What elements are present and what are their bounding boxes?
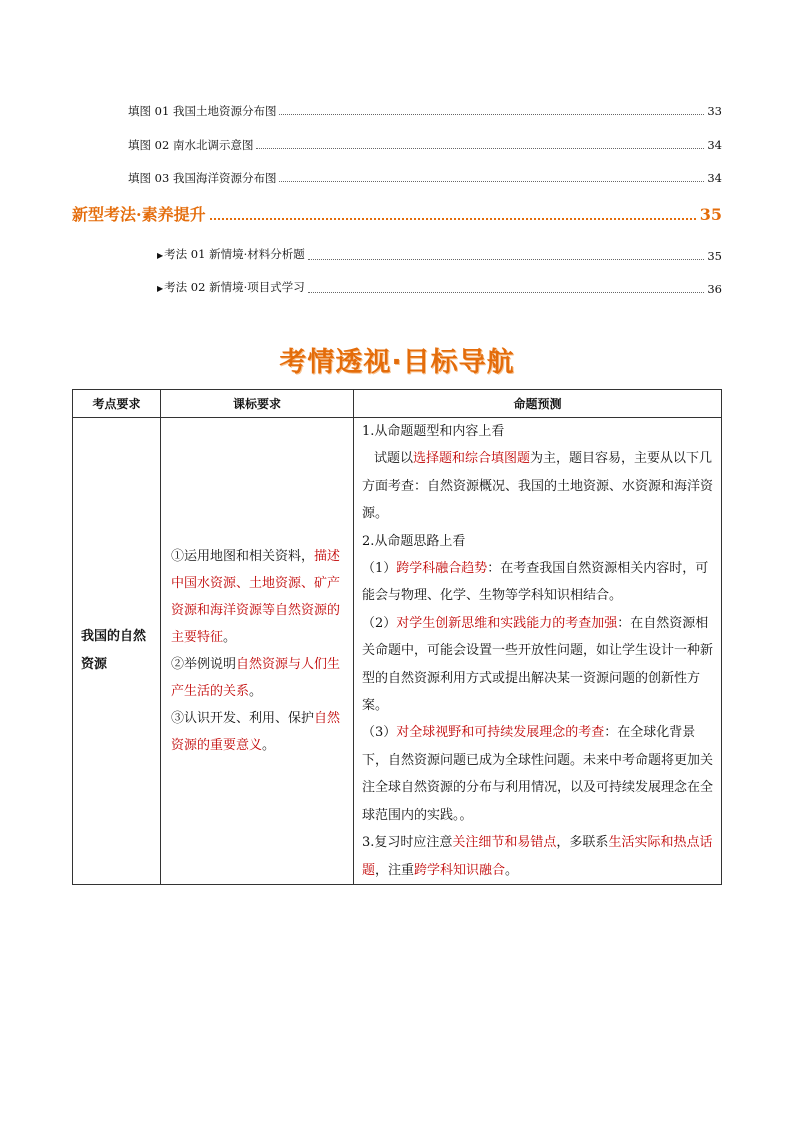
toc-page-number: 34 xyxy=(707,138,722,152)
curriculum-cell xyxy=(161,418,354,885)
prediction-text: 为主，题目容易，主要从以下几方面考查：自然资源概况、我国的土地资源、水资源和海洋资源。 xyxy=(362,451,714,522)
toc-leader xyxy=(279,113,704,115)
prediction-text: ：在考查我国自然资源相关内容时，可能会与物理、化学、生物等学科知识相结合。 xyxy=(362,561,709,604)
toc-item-label: 填图 03 我国海洋资源分布图 xyxy=(128,171,277,185)
prediction-highlight: 选择题和综合填图题 xyxy=(413,451,531,467)
prediction-highlight: 跨学科知识融合 xyxy=(414,862,506,878)
standard-highlight: 自然资源与人们生产生活的关系 xyxy=(171,656,341,699)
toc-leader xyxy=(279,180,704,182)
toc-page-number: 35 xyxy=(707,249,722,263)
standard-text: 。 xyxy=(249,683,263,699)
standard-text: ①运用地图和相关资料， xyxy=(171,548,315,564)
toc-sub-item-label: 考法 01 新情境·材料分析题 xyxy=(164,247,305,261)
prediction-highlight: 跨学科融合趋势 xyxy=(396,561,488,577)
standard-highlight: 自然资源的重要意义 xyxy=(171,710,341,753)
prediction-text: ，注重 xyxy=(375,862,415,878)
triangle-marker-icon: ▶ xyxy=(157,284,164,293)
toc-leader xyxy=(256,147,704,149)
prediction-paragraph xyxy=(362,829,713,884)
standard-text: ②举例说明 xyxy=(171,656,237,672)
table-row xyxy=(73,418,722,885)
prediction-cell xyxy=(354,418,722,885)
toc-section-page: 35 xyxy=(699,205,722,224)
prediction-text: ：在全球化背景下，自然资源问题已成为全球性问题。未来中考命题将更加关注全球自然资源的分布与利用情况，以及可持续发展理念在全球范围内的实践。。 xyxy=(362,725,714,823)
prediction-text: ：在自然资源相关命题中，可能会设置一些开放性问题，如让学生设计一种新型的自然资源利用方式或提出解决某一资源问题的创新性方案。 xyxy=(362,615,714,714)
toc-sub-item[interactable] xyxy=(157,247,722,263)
prediction-highlight: 对学生创新思维和实践能力的考查加强 xyxy=(396,615,618,631)
prediction-paragraph xyxy=(362,445,713,527)
toc-sub-item-label: 考法 02 新情境·项目式学习 xyxy=(164,280,305,294)
toc-leader xyxy=(210,218,696,220)
section-title: 考情透视·目标导航 xyxy=(279,347,515,378)
toc-page-number: 36 xyxy=(707,282,722,296)
toc-sub-item[interactable] xyxy=(157,280,722,296)
standard-item xyxy=(171,651,343,705)
toc-page-number: 34 xyxy=(707,171,722,185)
toc-item-label: 填图 02 南水北调示意图 xyxy=(128,138,254,152)
prediction-text: （2） xyxy=(362,615,397,631)
toc-page-number: 33 xyxy=(707,104,722,118)
standard-item xyxy=(171,543,343,651)
toc-leader xyxy=(308,258,705,260)
header-curriculum-requirement: 课标要求 xyxy=(161,390,354,418)
standard-text: 。 xyxy=(262,737,276,753)
prediction-paragraph xyxy=(362,610,713,720)
requirement-line: 资源 xyxy=(81,656,108,672)
prediction-highlight: 生活实际和热点话题 xyxy=(362,835,713,878)
toc-item[interactable] xyxy=(128,138,722,152)
triangle-marker-icon: ▶ xyxy=(157,251,164,260)
header-prediction: 命题预测 xyxy=(354,390,722,418)
prediction-text: 试题以 xyxy=(374,451,414,467)
header-exam-requirement: 考点要求 xyxy=(73,390,161,418)
prediction-paragraph xyxy=(362,719,713,829)
toc-section[interactable] xyxy=(72,205,722,225)
prediction-paragraph xyxy=(362,555,713,610)
prediction-highlight: 关注细节和易错点 xyxy=(452,835,557,851)
standard-item xyxy=(171,705,343,759)
prediction-text: 。 xyxy=(505,862,519,878)
prediction-text: ，多联系 xyxy=(556,835,609,851)
toc-item[interactable] xyxy=(128,171,722,185)
toc-section-label: 新型考法·素养提升 xyxy=(72,205,206,224)
standard-highlight: 描述中国水资源、土地资源、矿产资源和海洋资源等自然资源的主要特征 xyxy=(171,548,341,645)
table-header-row xyxy=(73,390,722,418)
toc-item[interactable] xyxy=(128,104,722,118)
prediction-text: （1） xyxy=(362,561,397,577)
toc-item-label: 填图 01 我国土地资源分布图 xyxy=(128,104,277,118)
standard-text: ③认识开发、利用、保护 xyxy=(171,710,315,726)
prediction-text: 3.复习时应注意 xyxy=(362,835,453,851)
prediction-highlight: 对全球视野和可持续发展理念的考查 xyxy=(396,725,605,741)
standard-text: 。 xyxy=(223,629,237,645)
prediction-heading: 1.从命题题型和内容上看 xyxy=(362,424,505,439)
requirement-line: 我国的自然 xyxy=(81,628,147,644)
toc-leader xyxy=(308,291,705,293)
requirement-cell xyxy=(73,418,161,885)
prediction-text: （3） xyxy=(362,725,397,741)
prediction-heading: 2.从命题思路上看 xyxy=(362,533,466,549)
exam-analysis-table xyxy=(72,389,722,885)
